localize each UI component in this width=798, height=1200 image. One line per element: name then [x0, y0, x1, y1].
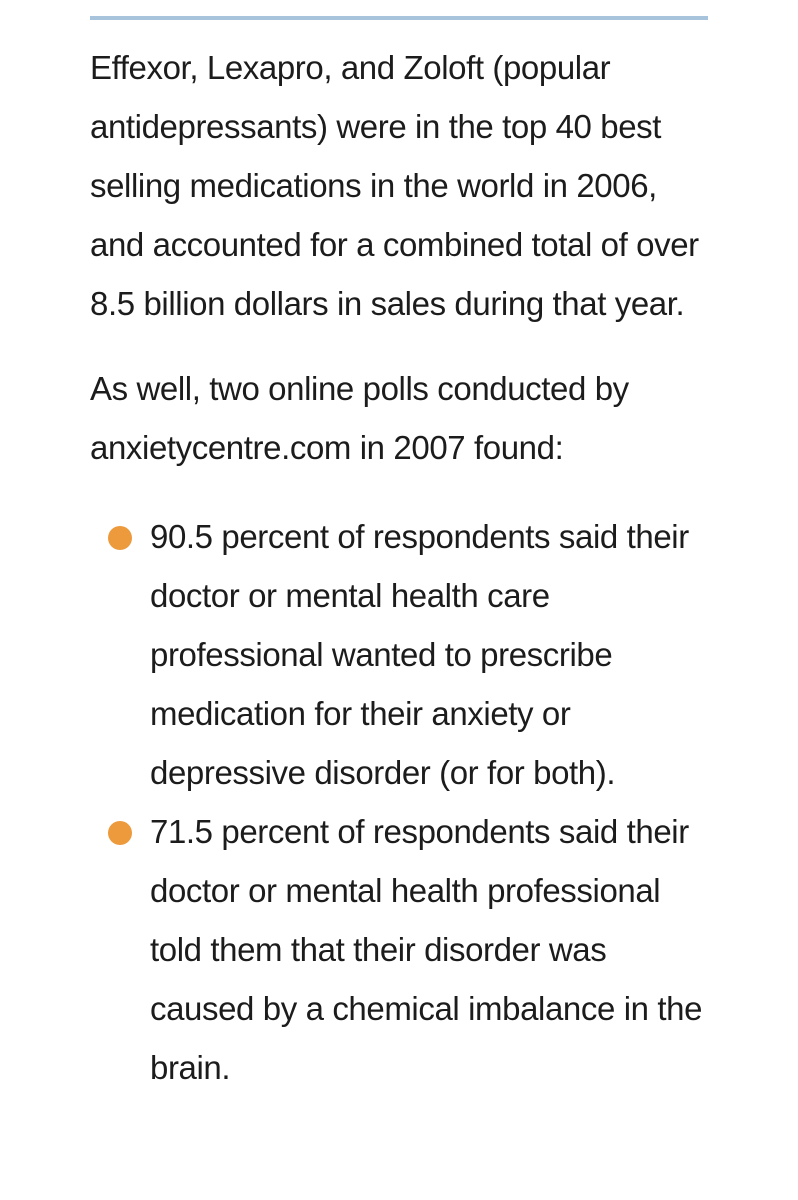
bullet-dot-icon — [108, 821, 132, 845]
bullet-text: 90.5 percent of respondents said their doctor or mental health care professional wanted to prescribe medication for their anxiety or depressive disorder (or for both). — [150, 518, 689, 791]
poll-results-list — [90, 507, 715, 1097]
list-item — [90, 507, 715, 802]
paragraph-polls-intro: As well, two online polls conducted by anxietycentre.com in 2007 found: — [90, 370, 629, 466]
article-body — [90, 38, 715, 1097]
bullet-text: 71.5 percent of respondents said their doctor or mental health professional told them that their disorder was caused by a chemical imbalance in the brain. — [150, 813, 703, 1086]
list-item — [90, 802, 715, 1097]
bullet-dot-icon — [108, 526, 132, 550]
paragraph-sales: Effexor, Lexapro, and Zoloft (popular antidepressants) were in the top 40 best selling medications in the world in 2006, and accounted for a combined total of over 8.5 billion dollars in sales during that year. — [90, 49, 699, 322]
top-divider — [90, 16, 708, 20]
